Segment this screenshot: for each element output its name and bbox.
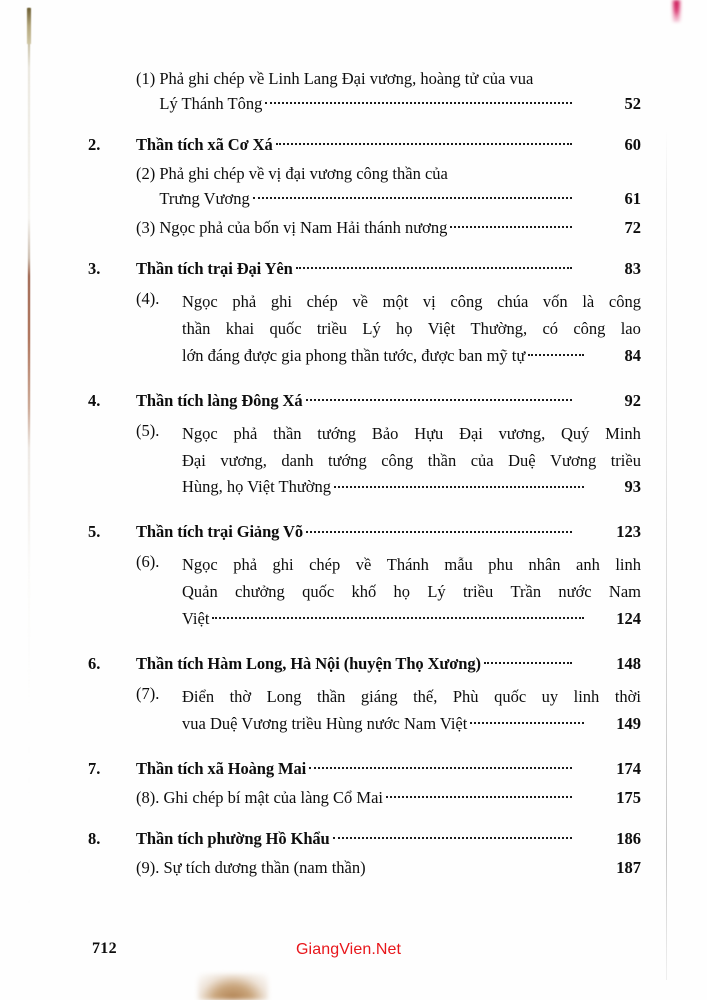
toc-entry-title: Thần tích xã Cơ Xá <box>136 135 273 154</box>
toc-entry-title-line: Trưng Vương <box>159 189 250 208</box>
toc-entry-page: 123 <box>616 522 641 542</box>
toc-entry[interactable] <box>0 653 707 674</box>
toc-entry-page: 187 <box>616 857 641 877</box>
dot-leader <box>450 217 572 233</box>
dot-leader <box>369 857 572 873</box>
line-filler <box>536 68 572 84</box>
toc-subentry-marker: (5). <box>136 420 160 440</box>
toc-subentry-marker: (6). <box>136 552 160 572</box>
toc-entry-title-line: vua Duệ Vương triều Hùng nước Nam Việt <box>182 713 468 733</box>
toc-entry[interactable] <box>0 787 707 808</box>
toc-entry-title: Thần tích trại Đại Yên <box>136 259 293 278</box>
toc-subentry-marker: (7). <box>136 684 160 704</box>
toc-entry-number: 7. <box>88 758 101 778</box>
toc-entry-title: Sự tích dương thần (nam thần) <box>163 857 366 877</box>
toc-entry-title: Thần tích Hàm Long, Hà Nội (huyện Thọ Xương) <box>136 654 481 674</box>
dot-leader <box>309 758 572 774</box>
toc-entry-page: 60 <box>624 135 641 154</box>
toc-entry-number: 5. <box>88 522 101 542</box>
toc-entry-title: Ghi chép bí mật của làng Cổ Mai <box>163 787 383 807</box>
dot-leader <box>484 653 572 669</box>
toc-entry-page: 52 <box>624 94 641 113</box>
line-filler <box>451 163 572 179</box>
toc-entry-page: 72 <box>624 218 641 237</box>
dot-leader <box>296 258 572 274</box>
toc-entry-title-line: thần khai quốc triều Lý họ Việt Thường, có công lao <box>182 318 641 338</box>
toc-entry-page: 174 <box>616 758 641 778</box>
toc-entry[interactable] <box>0 134 707 155</box>
toc-entry-title-line: Ngọc phả ghi chép về Thánh mẫu phu nhân anh linh <box>182 555 641 575</box>
toc-entry-body <box>136 552 641 633</box>
toc-entry-page: 175 <box>616 787 641 807</box>
toc-entry-title: Thần tích làng Đông Xá <box>136 390 303 410</box>
toc-subentry-marker: (1) <box>136 69 160 88</box>
toc-entry-body <box>136 289 641 370</box>
dot-leader <box>306 521 572 537</box>
toc-entry-title: Thần tích phường Hồ Khẩu <box>136 828 330 848</box>
toc-entry[interactable] <box>0 758 707 779</box>
toc-entry[interactable] <box>0 163 707 209</box>
toc-entry-title-line: Ngọc phả ghi chép về một vị công chúa vốn là công <box>182 292 641 311</box>
toc-entry-title: Thần tích xã Hoàng Mai <box>136 758 307 778</box>
toc-entry[interactable] <box>0 217 707 238</box>
dot-leader <box>333 828 572 844</box>
folio-number: 712 <box>92 940 117 957</box>
dot-leader <box>470 712 584 729</box>
page-footer <box>0 940 707 964</box>
toc-entry-page: 93 <box>624 477 641 497</box>
toc-entry-title-line: Ngọc phả thần tướng Bảo Hựu Đại vương, Quý Minh <box>182 423 641 443</box>
toc-subentry-marker: (8). <box>136 787 164 807</box>
toc-entry[interactable] <box>0 289 707 370</box>
toc-entry[interactable] <box>0 421 707 502</box>
toc-entry-page: 148 <box>616 654 641 674</box>
toc-entry[interactable] <box>0 390 707 411</box>
toc-entry[interactable] <box>0 684 707 738</box>
toc-entry[interactable] <box>0 258 707 279</box>
toc-entry-body <box>136 684 641 738</box>
toc-entry-title-line: lớn đáng được gia phong thần tước, được ban mỹ tự <box>182 345 526 365</box>
toc-entry-page: 84 <box>624 345 641 365</box>
toc-entry-title-line: Việt <box>182 609 210 629</box>
dot-leader <box>253 188 572 204</box>
toc-entry[interactable] <box>0 552 707 633</box>
toc-entry-number: 3. <box>88 259 101 278</box>
dot-leader <box>528 344 584 361</box>
site-watermark: GiangVien.Net <box>296 941 402 958</box>
toc-entry-body <box>136 421 641 502</box>
toc-entry-page: 124 <box>616 609 641 629</box>
toc-entry[interactable] <box>0 828 707 849</box>
toc-subentry-marker: (9). <box>136 857 164 877</box>
toc-entry-number: 4. <box>88 390 101 410</box>
toc-entry-title: Thần tích trại Giảng Võ <box>136 522 304 542</box>
toc-entry-title-line: Lý Thánh Tông <box>159 94 263 113</box>
toc-subentry-marker: (3) <box>136 218 160 237</box>
toc-entry-title-line: Hùng, họ Việt Thường <box>182 477 331 497</box>
toc-entry-page: 149 <box>616 713 641 733</box>
dot-leader <box>212 608 584 625</box>
toc-entry-title: Ngọc phả của bốn vị Nam Hải thánh nương <box>159 218 448 237</box>
toc-entry-title-line: Phả ghi chép về Linh Lang Đại vương, hoàng tử của vua <box>159 69 534 88</box>
toc-subentry-marker: (4). <box>136 289 160 308</box>
toc-entry-title-line: Quản chưởng quốc khố họ Lý triều Trần nước Nam <box>182 582 641 602</box>
toc-entry[interactable] <box>0 857 707 878</box>
toc-entry[interactable] <box>0 521 707 542</box>
toc-entry-page: 92 <box>624 390 641 410</box>
dot-leader <box>265 93 572 109</box>
toc-entry-number: 2. <box>88 135 101 154</box>
toc-entry-title-line: Đại vương, danh tướng công thần của Duệ Vương triều <box>182 450 641 470</box>
dot-leader <box>334 476 584 493</box>
toc-entry[interactable] <box>0 68 707 114</box>
dot-leader <box>306 390 572 406</box>
toc-entry-page: 61 <box>624 189 641 208</box>
toc-subentry-marker: (2) <box>136 164 160 183</box>
toc-entry-title-line: Phả ghi chép về vị đại vương công thần của <box>159 164 448 183</box>
toc-entry-title-line: Điển thờ Long thần giáng thế, Phù quốc uy linh thời <box>182 687 641 707</box>
dot-leader <box>276 134 572 150</box>
dot-leader <box>386 787 572 803</box>
thumb-scan-smudge <box>198 974 268 1000</box>
toc-entry-page: 186 <box>616 828 641 848</box>
toc-entry-page: 83 <box>624 259 641 278</box>
toc-entry-number: 8. <box>88 828 101 848</box>
toc-entry-number: 6. <box>88 654 101 674</box>
